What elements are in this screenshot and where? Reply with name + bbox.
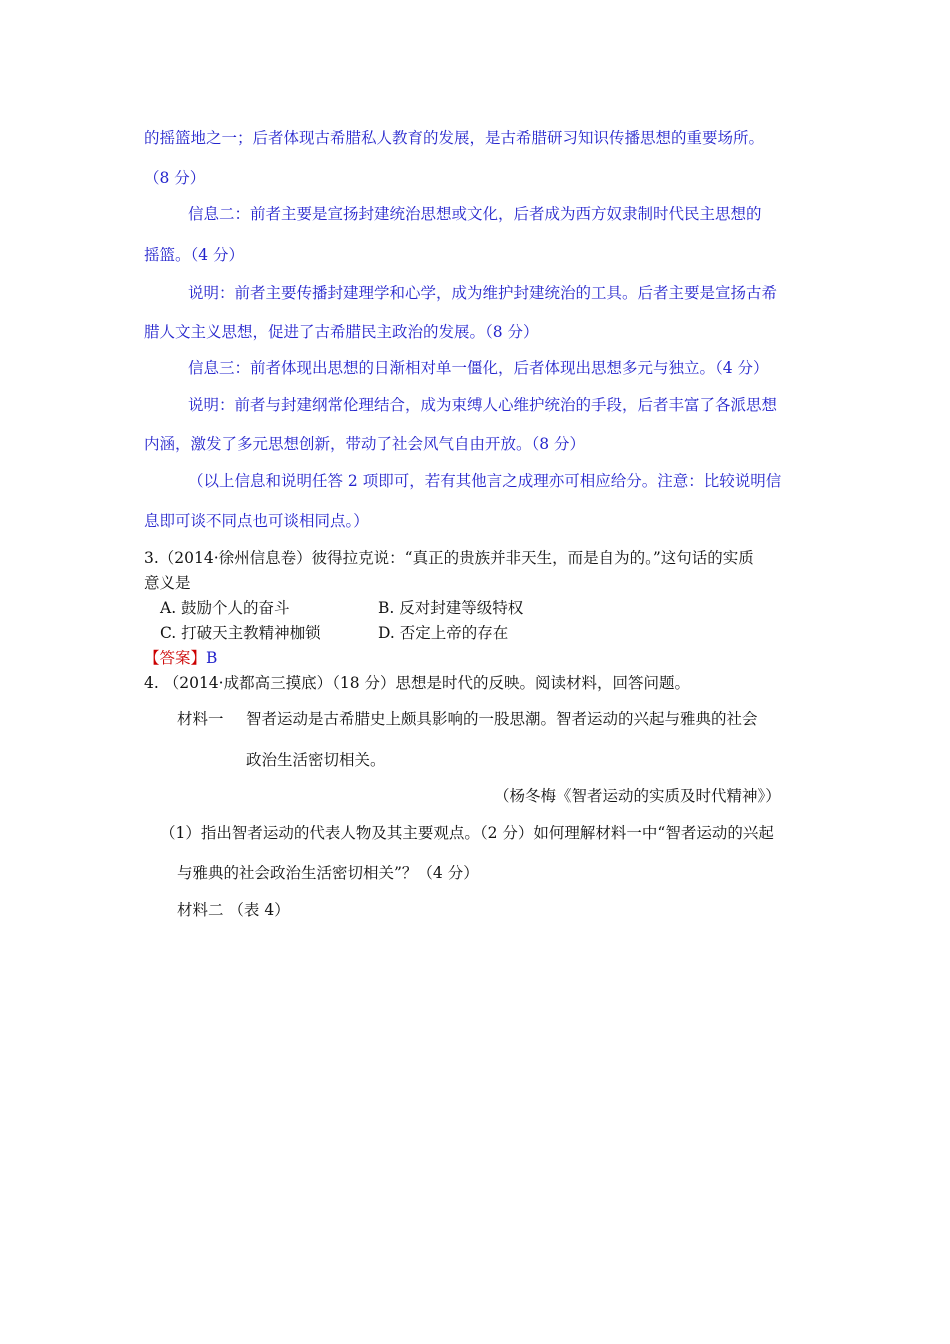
- answer-line-4: 摇篮。（4 分）: [144, 246, 245, 264]
- q4-sub1-line-2: 与雅典的社会政治生活密切相关”？（4 分）: [177, 864, 479, 882]
- answer-line-9: 内涵，激发了多元思想创新，带动了社会风气自由开放。（8 分）: [144, 435, 586, 453]
- answer-line-7: 信息三：前者体现出思想的日渐相对单一僵化，后者体现出思想多元与独立。（4 分）: [188, 359, 769, 377]
- answer-line-1: 的摇篮地之一；后者体现古希腊私人教育的发展，是古希腊研习知识传播思想的重要场所。: [144, 129, 765, 147]
- q3-option-a: A. 鼓励个人的奋斗: [160, 599, 290, 617]
- q3-option-b: B. 反对封建等级特权: [378, 599, 524, 617]
- answer-line-10: （以上信息和说明任答 2 项即可，若有其他言之成理亦可相应给分。注意：比较说明信: [188, 472, 782, 490]
- answer-line-11: 息即可谈不同点也可谈相同点。）: [144, 512, 369, 530]
- answer-line-5: 说明：前者主要传播封建理学和心学，成为维护封建统治的工具。后者主要是宣扬古希: [188, 284, 778, 302]
- q3-stem-line-1: 3.（2014·徐州信息卷）彼得拉克说：“真正的贵族并非天生，而是自为的。”这句话的实质: [144, 549, 754, 567]
- q4-material1-line-1: 智者运动是古希腊史上颇具影响的一股思潮。智者运动的兴起与雅典的社会: [246, 710, 758, 728]
- q3-answer: [144, 648, 217, 668]
- q4-material1-label: 材料一: [177, 710, 224, 728]
- answer-line-3: 信息二：前者主要是宣扬封建统治思想或文化，后者成为西方奴隶制时代民主思想的: [188, 205, 762, 223]
- q4-material1-line-2: 政治生活密切相关。: [246, 751, 386, 769]
- q3-option-d: D. 否定上帝的存在: [378, 624, 509, 642]
- q3-stem-line-2: 意义是: [144, 574, 191, 592]
- q3-answer-value: B: [206, 649, 218, 667]
- q3-option-c: C. 打破天主教精神枷锁: [160, 624, 321, 642]
- q3-answer-label: 【答案】: [144, 649, 207, 667]
- q4-sub1-line-1: （1）指出智者运动的代表人物及其主要观点。（2 分）如何理解材料一中“智者运动的兴起: [160, 824, 774, 842]
- answer-line-6: 腊人文主义思想，促进了古希腊民主政治的发展。（8 分）: [144, 323, 539, 341]
- q4-stem: 4. （2014·成都高三摸底）（18 分）思想是时代的反映。阅读材料，回答问题。: [144, 674, 690, 692]
- q4-material1-source: （杨冬梅《智者运动的实质及时代精神》）: [494, 787, 781, 805]
- answer-line-8: 说明：前者与封建纲常伦理结合，成为束缚人心维护统治的手段，后者丰富了各派思想: [188, 396, 778, 414]
- answer-line-2: （8 分）: [144, 169, 206, 187]
- q4-material2: 材料二 （表 4）: [177, 901, 290, 919]
